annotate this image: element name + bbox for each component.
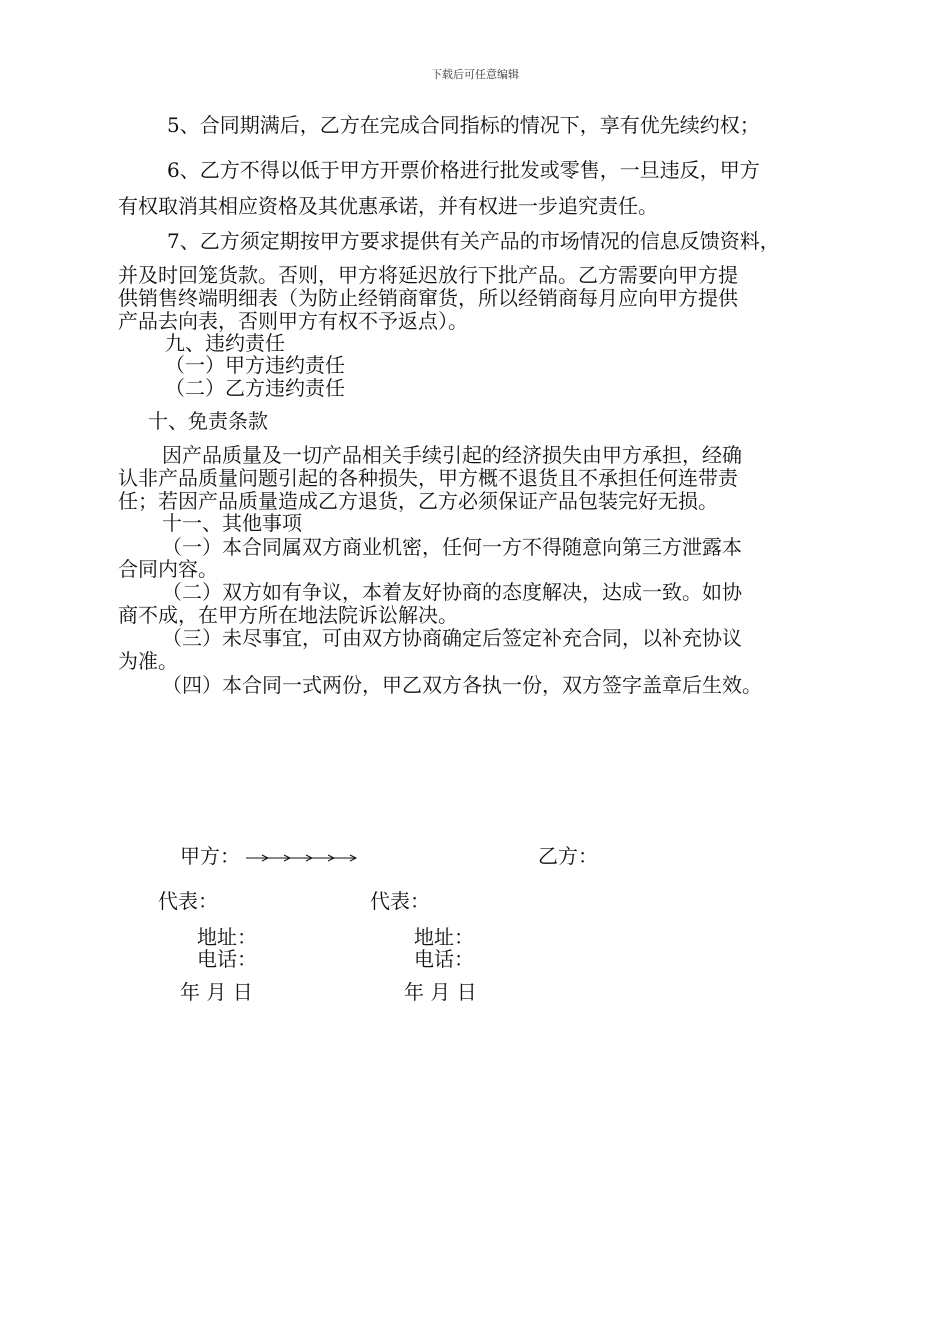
party-a-label — [180, 845, 358, 867]
section-11-item-3-line-1: （三）未尽事宜，可由双方协商确定后签定补充合同，以补充协议 — [162, 626, 742, 650]
clause-5: 5、合同期满后，乙方在完成合同指标的情况下，享有优先续约权； — [167, 113, 760, 137]
tel-a-label: 电话： — [197, 947, 257, 971]
tel-b-label: 电话： — [414, 947, 474, 971]
section-10-heading: 十、免责条款 — [148, 409, 268, 433]
section-11-item-1-line-1: （一）本合同属双方商业机密，任何一方不得随意向第三方泄露本 — [162, 535, 742, 559]
section-9-heading: 九、违约责任 — [165, 331, 285, 355]
clause-7-line-1: 7、乙方须定期按甲方要求提供有关产品的市场情况的信息反馈资料， — [167, 229, 780, 253]
section-11-item-1-line-2: 合同内容。 — [118, 557, 218, 581]
clause-7-line-3: 供销售终端明细表（为防止经销商窜货，所以经销商每月应向甲方提供 — [118, 286, 738, 310]
section-11-item-3-line-2: 为准。 — [118, 649, 178, 673]
addr-a-label: 地址： — [197, 925, 257, 949]
section-10-line-1: 因产品质量及一切产品相关手续引起的经济损失由甲方承担，经确 — [162, 443, 742, 467]
signature-line-icon — [246, 853, 358, 863]
clause-6-line-2: 有权取消其相应资格及其优惠承诺，并有权进一步追究责任。 — [118, 194, 658, 218]
section-10-line-2: 认非产品质量问题引起的各种损失，甲方概不退货且不承担任何连带责 — [118, 466, 738, 490]
section-10-line-3: 任；若因产品质量造成乙方退货，乙方必须保证产品包装完好无损。 — [118, 489, 718, 513]
rep-a-label: 代表： — [158, 889, 218, 913]
date-b-label: 年 月 日 — [404, 980, 477, 1004]
addr-b-label: 地址： — [414, 925, 474, 949]
section-11-item-2-line-1: （二）双方如有争议，本着友好协商的态度解决，达成一致。如协 — [162, 580, 742, 604]
clause-7-line-2: 并及时回笼货款。否则，甲方将延迟放行下批产品。乙方需要向甲方提 — [118, 263, 738, 287]
section-9-item-1: （一）甲方违约责任 — [165, 353, 345, 377]
page-header: 下载后可任意编辑 — [431, 68, 519, 81]
section-11-heading: 十一、其他事项 — [162, 511, 302, 535]
section-9-item-2: （二）乙方违约责任 — [165, 376, 345, 400]
party-b-label: 乙方： — [538, 844, 598, 868]
rep-b-label: 代表： — [370, 889, 430, 913]
party-a-text: 甲方： — [180, 844, 240, 868]
clause-6-line-1: 6、乙方不得以低于甲方开票价格进行批发或零售，一旦违反，甲方 — [167, 158, 760, 182]
date-a-label: 年 月 日 — [180, 980, 253, 1004]
section-11-item-4: （四）本合同一式两份，甲乙双方各执一份，双方签字盖章后生效。 — [162, 673, 762, 697]
section-11-item-2-line-2: 商不成，在甲方所在地法院诉讼解决。 — [118, 603, 458, 627]
clause-7-line-4: 产品去向表，否则甲方有权不予返点）。 — [118, 309, 468, 333]
